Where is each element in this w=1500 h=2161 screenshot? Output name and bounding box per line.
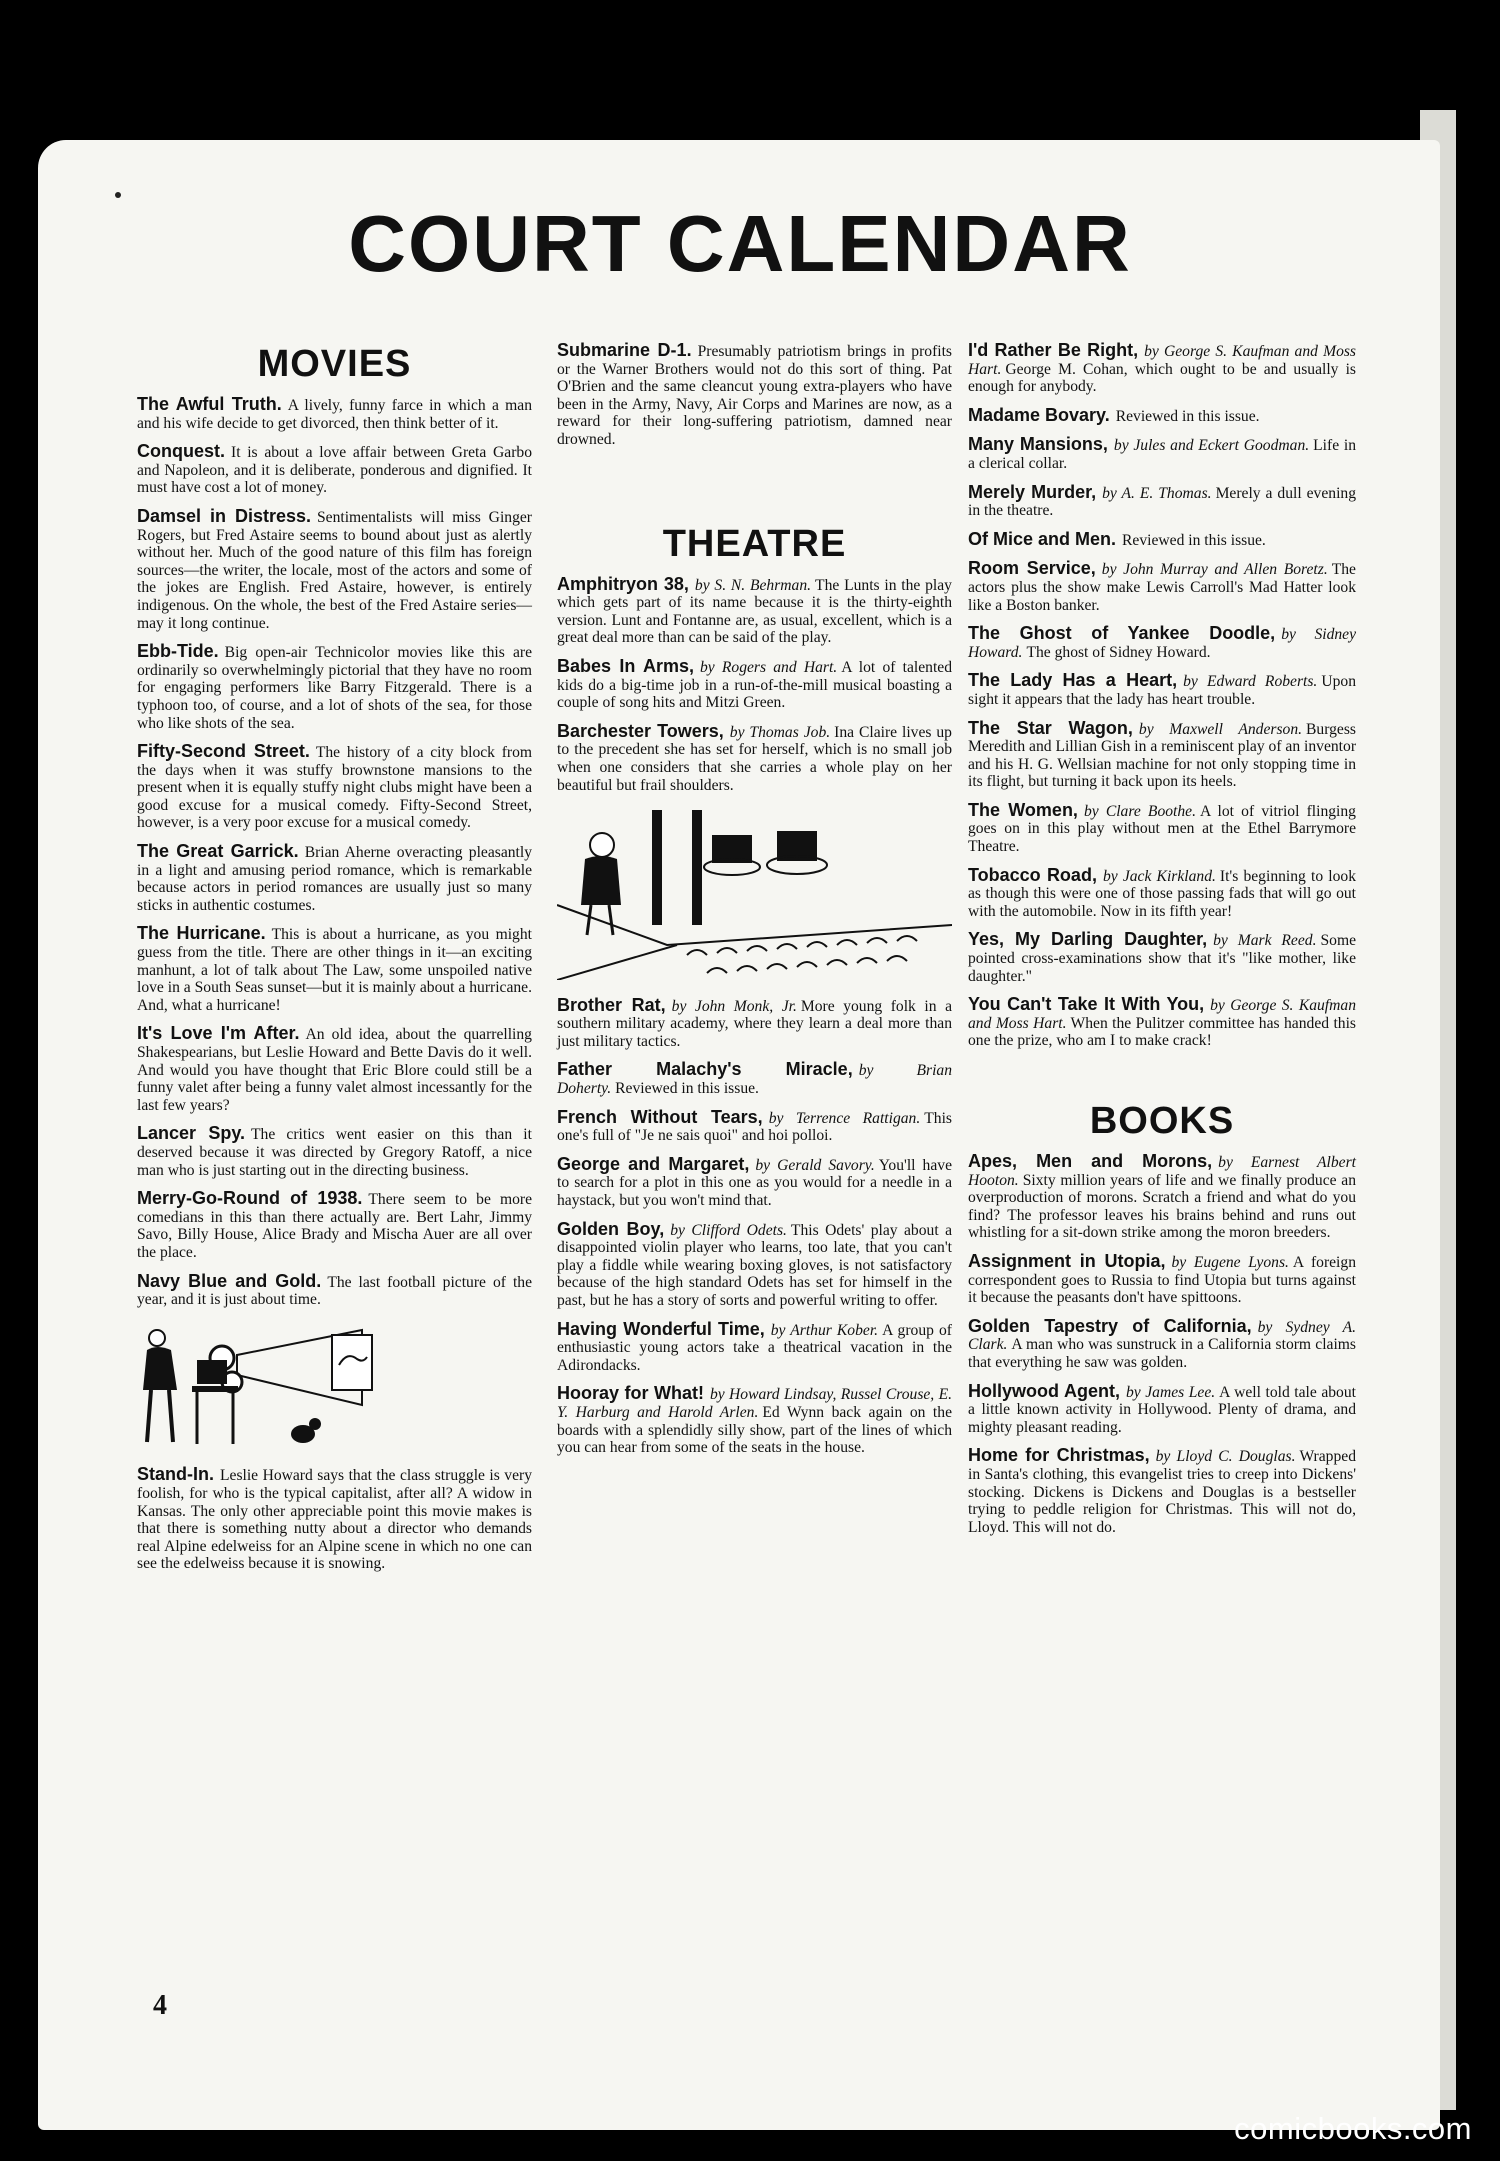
entry-byline: by Clifford Odets. <box>670 1221 787 1239</box>
entry-title: Assignment in Utopia, <box>968 1250 1166 1271</box>
entry-title: The Hurricane. <box>137 923 266 944</box>
entry <box>968 996 1356 1050</box>
entry-title: Tobacco Road, <box>968 864 1097 885</box>
entry-byline: by Arthur Kober. <box>770 1321 879 1339</box>
theatre-list-column-3 <box>968 342 1356 1050</box>
entry-byline: by Lloyd C. Douglas. <box>1155 1448 1296 1466</box>
entry-title: Having Wonderful Time, <box>557 1318 765 1339</box>
entry-title: Brother Rat, <box>557 994 666 1015</box>
entry <box>557 1106 952 1145</box>
entry-byline: by Sidney Howard. <box>968 626 1357 661</box>
entry-title: Yes, My Darling Daughter, <box>968 929 1208 950</box>
entry-title: Golden Boy, <box>557 1218 665 1239</box>
entry <box>557 1061 952 1097</box>
entry-text: George M. Cohan, which ought to be and usually is enough for anybody. <box>968 360 1356 396</box>
theatre-list <box>557 573 952 795</box>
entry-title: The Women, <box>968 799 1078 820</box>
entry-text: Sixty million years of life and we finally produce an overproduction of morons. Scratch a friend and what do you find? The professor leaves his brains behind and runs out whistling for a sit-down strike among the moron breeders. <box>968 1171 1356 1242</box>
entry-byline: by Maxwell Anderson. <box>1138 720 1303 738</box>
books-list <box>968 1153 1356 1536</box>
entry-title: Barchester Towers, <box>557 720 724 741</box>
entry-byline: by Gerald Savory. <box>755 1156 875 1174</box>
entry-text: This Odets' play about a disappointed violin player who learns, too late, that you can't play a fiddle while wearing boxing gloves, is not satisfactory because of the high standard Odets has set for himself in the past, but he has a story of sorts and powerful writing to offer. <box>557 1221 953 1309</box>
entry <box>968 1380 1356 1437</box>
entry-title: Babes In Arms, <box>557 655 694 676</box>
entry-text: Burgess Meredith and Lillian Gish in a reminiscent play of an inventor and his H. G. Wellsian machine for not only stopping time in its flight, but turning it back upon its heels. <box>968 720 1357 791</box>
entry-title: You Can't Take It With You, <box>968 994 1205 1015</box>
entry-byline: by Sydney A. Clark. <box>968 1318 1356 1354</box>
entry-text: An old idea, about the quarrelling Shakespearians, but Leslie Howard and Bette Davis do it well. And would you have thought that Eric Blore could still be a funny valet after being a funny valet almost incessantly for the last few years? <box>137 1026 532 1114</box>
entry <box>968 672 1356 708</box>
entry-title: Submarine D-1. <box>557 340 692 360</box>
entry-byline: by Jack Kirkland. <box>1102 867 1216 885</box>
entry-byline: by James Lee. <box>1125 1383 1216 1401</box>
entry-text: Presumably patriotism brings in profits or the Warner Brothers would not do this sort of thing. Pat O'Brien and the same cleancut young extra-players who have been in the Army, Navy, Air Corps and Marines are now, as a reward for their long-suffering patriotism, damned near drowned. <box>557 343 952 448</box>
movies-list-continued <box>137 1466 532 1573</box>
entry <box>968 560 1356 614</box>
entry <box>557 655 952 712</box>
entry-title: Lancer Spy. <box>137 1123 245 1144</box>
entry <box>968 528 1356 550</box>
entry <box>968 436 1356 472</box>
entry-byline: by John Murray and Allen Boretz. <box>1101 561 1328 579</box>
entry-byline: by Mark Reed. <box>1213 932 1317 950</box>
column-1 <box>137 342 532 1584</box>
entry-text: Upon sight it appears that the lady has heart trouble. <box>968 673 1356 708</box>
entry-byline: by S. N. Behrman. <box>694 576 812 594</box>
entry <box>137 505 532 632</box>
entry-text: A lively, funny farce in which a man and his wife decide to get divorced, then think better of it. <box>137 397 532 432</box>
entry-title: Amphitryon 38, <box>557 573 689 594</box>
entry-text: Sentimentalists will miss Ginger Rogers, but Fred Astaire seems to bound about just as alertly without her. Much of the good nature of this film has foreign sources—the writer, the locale, most of the actors and some of the jokes are English. Fred Astaire, however, is entirely indigenous. On the whole, the best of the Fred Astaire series—may it long continue. <box>137 508 532 632</box>
column-2 <box>557 342 952 1468</box>
entry-byline: by Terrence Rattigan. <box>768 1109 921 1127</box>
page-title: COURT CALENDAR <box>348 199 1132 288</box>
entry-title: It's Love I'm After. <box>137 1023 300 1044</box>
entry-text: There seem to be more comedians in this than there actually are. Bert Lahr, Jimmy Savo, Billy House, Alice Brady and Mischa Auer are all over the place. <box>137 1191 532 1261</box>
entry-byline: by Thomas Job. <box>729 723 831 741</box>
entry-text: Brian Aherne overacting pleasantly in a light and amusing period romance, which is remarkable because actors in period romances are usually just so many sticks in authentic costumes. <box>137 844 532 914</box>
entry-byline: by Jules and Eckert Goodman. <box>1113 437 1310 455</box>
entry-text: Reviewed in this issue. <box>615 1080 759 1098</box>
entry-byline: by Howard Lindsay, Russel Crouse, E. Y. Harburg and Harold Arlen. <box>557 1386 953 1421</box>
entry-title: Conquest. <box>137 441 225 462</box>
entry-title: The Great Garrick. <box>137 841 299 862</box>
entry <box>137 1270 532 1309</box>
entry-text: Big open-air Technicolor movies like this are ordinarily so overwhelmingly pictorial that they have no room for engaging performers like Barry Fitzgerald. There is a typhoon too, of course, and a lot of shots of the sea, for those who like shots of the sea. <box>137 644 532 732</box>
entry <box>557 1218 953 1310</box>
entry <box>137 1025 532 1114</box>
entry-byline: by George S. Kaufman and Moss Hart. <box>968 997 1356 1032</box>
entry-title: Navy Blue and Gold. <box>137 1270 322 1291</box>
entry-title: Father Malachy's Miracle, <box>557 1059 853 1080</box>
entry-text: More young folk in a southern military academy, where they learn a deal more than just military tactics. <box>557 997 952 1050</box>
entry-byline: by A. E. Thomas. <box>1102 484 1212 502</box>
entry-title: The Star Wagon, <box>968 717 1133 738</box>
entry <box>968 864 1357 921</box>
section-heading-theatre: THEATRE <box>662 522 847 565</box>
scan-border <box>1456 100 1500 2120</box>
entry-byline: by Clare Boothe. <box>1083 802 1196 820</box>
entry <box>137 1125 532 1179</box>
entry <box>557 720 952 794</box>
entry-byline: by George S. Kaufman and Moss Hart. <box>968 343 1357 378</box>
entry-text: The last football picture of the year, and it is just about time. <box>137 1273 532 1309</box>
entry-title: Hollywood Agent, <box>968 1380 1120 1401</box>
entry <box>968 342 1356 396</box>
entry-title: Room Service, <box>968 558 1096 579</box>
entry-text: This one's full of "Je ne sais quoi" and hoi polloi. <box>557 1109 952 1145</box>
entry <box>968 1153 1356 1242</box>
entry-title: Merry-Go-Round of 1938. <box>137 1188 363 1209</box>
entry-title: George and Margaret, <box>557 1153 750 1174</box>
entry-text: A foreign correspondent goes to Russia to find Utopia but turns against it because the peasants don't have spittoons. <box>968 1253 1356 1307</box>
entry <box>968 931 1356 985</box>
theatre-list-continued <box>557 994 953 1457</box>
entry <box>557 573 952 647</box>
entry-text: Life in a clerical collar. <box>968 437 1357 472</box>
entry-byline: by John Monk, Jr. <box>671 997 797 1015</box>
entry-text: A well told tale about a little known activity in Hollywood. Plenty of drama, and mighty pleasant reading. <box>968 1383 1356 1436</box>
entry-title: Madame Bovary. <box>968 404 1110 425</box>
entry <box>137 843 532 914</box>
entry-byline: by Earnest Albert Hooton. <box>968 1154 1356 1189</box>
entry <box>968 1250 1356 1307</box>
entry-text: You'll have to search for a plot in this one as you would for a needle in a haystack, but you won't mind that. <box>557 1156 952 1210</box>
entry-text: A man who was sunstruck in a California storm claims that everything he saw was golden. <box>968 1336 1356 1371</box>
entry-byline: by Edward Roberts. <box>1183 673 1318 691</box>
entry-text: It is about a love affair between Greta Garbo and Napoleon, and it is deliberate, ponderous and dignified. It must have cost a lot of money. <box>137 444 532 497</box>
entry-text: When the Pulitzer committee has handed this one the prize, who am I to make crack! <box>968 1014 1356 1050</box>
entry <box>968 1315 1356 1372</box>
entry <box>968 625 1356 661</box>
entry-text: A group of enthusiastic young actors take a theatrical vacation in the Adirondacks. <box>557 1321 952 1374</box>
entry <box>557 1153 952 1210</box>
entry-text: This is about a hurricane, as you might guess from the title. There are other things in it—an exciting manhunt, a lot of talk about The Law, some unspoiled native love in a South Seas sunset—but it is mainly about a hurricane. And, what a hurricane! <box>137 926 532 1014</box>
entry <box>968 481 1356 520</box>
entry <box>137 1190 532 1261</box>
entry-text: A lot of talented kids do a big-time job in a run-of-the-mill musical boasting a couple of song hits and Mitzi Green. <box>557 658 952 712</box>
entry <box>137 443 532 497</box>
entry-title: Fifty-Second Street. <box>137 741 310 762</box>
entry-title: Apes, Men and Morons, <box>968 1151 1213 1171</box>
column-3 <box>968 342 1356 1547</box>
entry-text: The Lunts in the play which gets part of its name because it is the thirty-eighth version. Lunt and Fontanne are, as usual, excellent, which is a great deal more than can be said of the play. <box>557 576 952 647</box>
entry-text: The history of a city block from the days when it was stuffy brownstone mansions to the present when it is equally stuffy night clubs might have been a good excuse for a musical comedy. Fifty-Second Street, however, is a very poor excuse for a musical comedy. <box>137 744 533 832</box>
watermark: comicbooks.com <box>1234 2111 1472 2146</box>
entry-text: Wrapped in Santa's clothing, this evangelist tries to creep into Dickens' stocking. Dickens is Dickens and Douglas is a bestseller trying to peddle religion for Christmas. This will not do, Lloyd. This will not do. <box>968 1448 1356 1536</box>
entry-byline: by Rogers and Hart. <box>699 658 838 676</box>
entry-title: Damsel in Distress. <box>137 505 311 526</box>
entry-text: Reviewed in this issue. <box>1115 407 1260 425</box>
page-number: 4 <box>153 1990 167 2021</box>
entry <box>137 743 532 832</box>
entry-text: The critics went easier on this than it deserved because it was directed by Gregory Ratoff, a nice man who is just starting out in the directing business. <box>137 1126 532 1179</box>
entry-text: Leslie Howard says that the class struggle is very foolish, for who is the typical capitalist, after all? A widow in Kansas. The only other appreciable point this movie makes is that there is something nutty about a director who demands real Alpine edelweiss for an Alpine scene in which no one can see the edelweiss because it is snowing. <box>137 1467 532 1573</box>
entry-byline: by Eugene Lyons. <box>1171 1253 1289 1271</box>
entry-text: Merely a dull evening in the theatre. <box>968 484 1356 520</box>
entry <box>968 799 1356 856</box>
theatre-audience-cartoon-illustration <box>557 805 952 985</box>
entry-text: Ina Claire lives up to the precedent she has set for herself, which is no small job when one considers that she carries a whole play on her beautiful but frail shoulders. <box>557 723 952 794</box>
entry-title: Home for Christmas, <box>968 1445 1150 1466</box>
entry-text: The actors plus the show make Lewis Carroll's Mad Hatter look like a Boston banker. <box>968 561 1356 614</box>
entry-text: Reviewed in this issue. <box>1122 531 1266 549</box>
entry <box>968 717 1357 791</box>
entry <box>968 404 1356 426</box>
entry <box>557 1385 952 1456</box>
entry <box>137 1466 532 1573</box>
section-heading-movies: MOVIES <box>257 343 412 385</box>
projector-cartoon-illustration <box>137 1320 532 1455</box>
entry-title: Stand-In. <box>137 1464 214 1485</box>
entry-title: Hooray for What! <box>557 1383 704 1404</box>
entry-title: Many Mansions, <box>968 434 1108 455</box>
movies-list-column-2 <box>557 342 952 449</box>
entry <box>557 994 952 1051</box>
section-heading-books: BOOKS <box>1089 1100 1235 1142</box>
movies-list <box>137 396 532 1309</box>
entry-title: Of Mice and Men. <box>968 528 1117 549</box>
entry-title: The Ghost of Yankee Doodle, <box>968 623 1276 644</box>
entry-text: Ed Wynn back again on the boards with a splendidly silly show, part of the lines of which you can hear from some of the seats in the house. <box>557 1403 952 1457</box>
entry <box>137 925 532 1014</box>
entry-title: Merely Murder, <box>968 481 1097 502</box>
entry <box>557 342 952 449</box>
entry-text: Some pointed cross-examinations show that it's "like mother, like daughter." <box>968 932 1356 985</box>
entry <box>557 1318 952 1375</box>
entry-title: Ebb-Tide. <box>137 641 219 662</box>
entry <box>968 1447 1356 1536</box>
entry-byline: by Brian Doherty. <box>557 1062 953 1098</box>
entry-text: It's beginning to look as though this were one of those passing fads that will go out with the automobile. Now in its fifth year! <box>968 867 1357 920</box>
entry <box>137 396 532 432</box>
entry-text: A lot of vitriol flinging goes on in this play without men at the Ethel Barrymore Theatre. <box>968 802 1356 856</box>
entry-title: The Lady Has a Heart, <box>968 670 1178 691</box>
entry-title: The Awful Truth. <box>137 394 282 414</box>
entry-title: I'd Rather Be Right, <box>968 340 1139 360</box>
entry-title: French Without Tears, <box>557 1106 763 1127</box>
entry-text: The ghost of Sidney Howard. <box>1026 643 1211 661</box>
entry <box>137 643 532 732</box>
entry-title: Golden Tapestry of California, <box>968 1315 1252 1336</box>
